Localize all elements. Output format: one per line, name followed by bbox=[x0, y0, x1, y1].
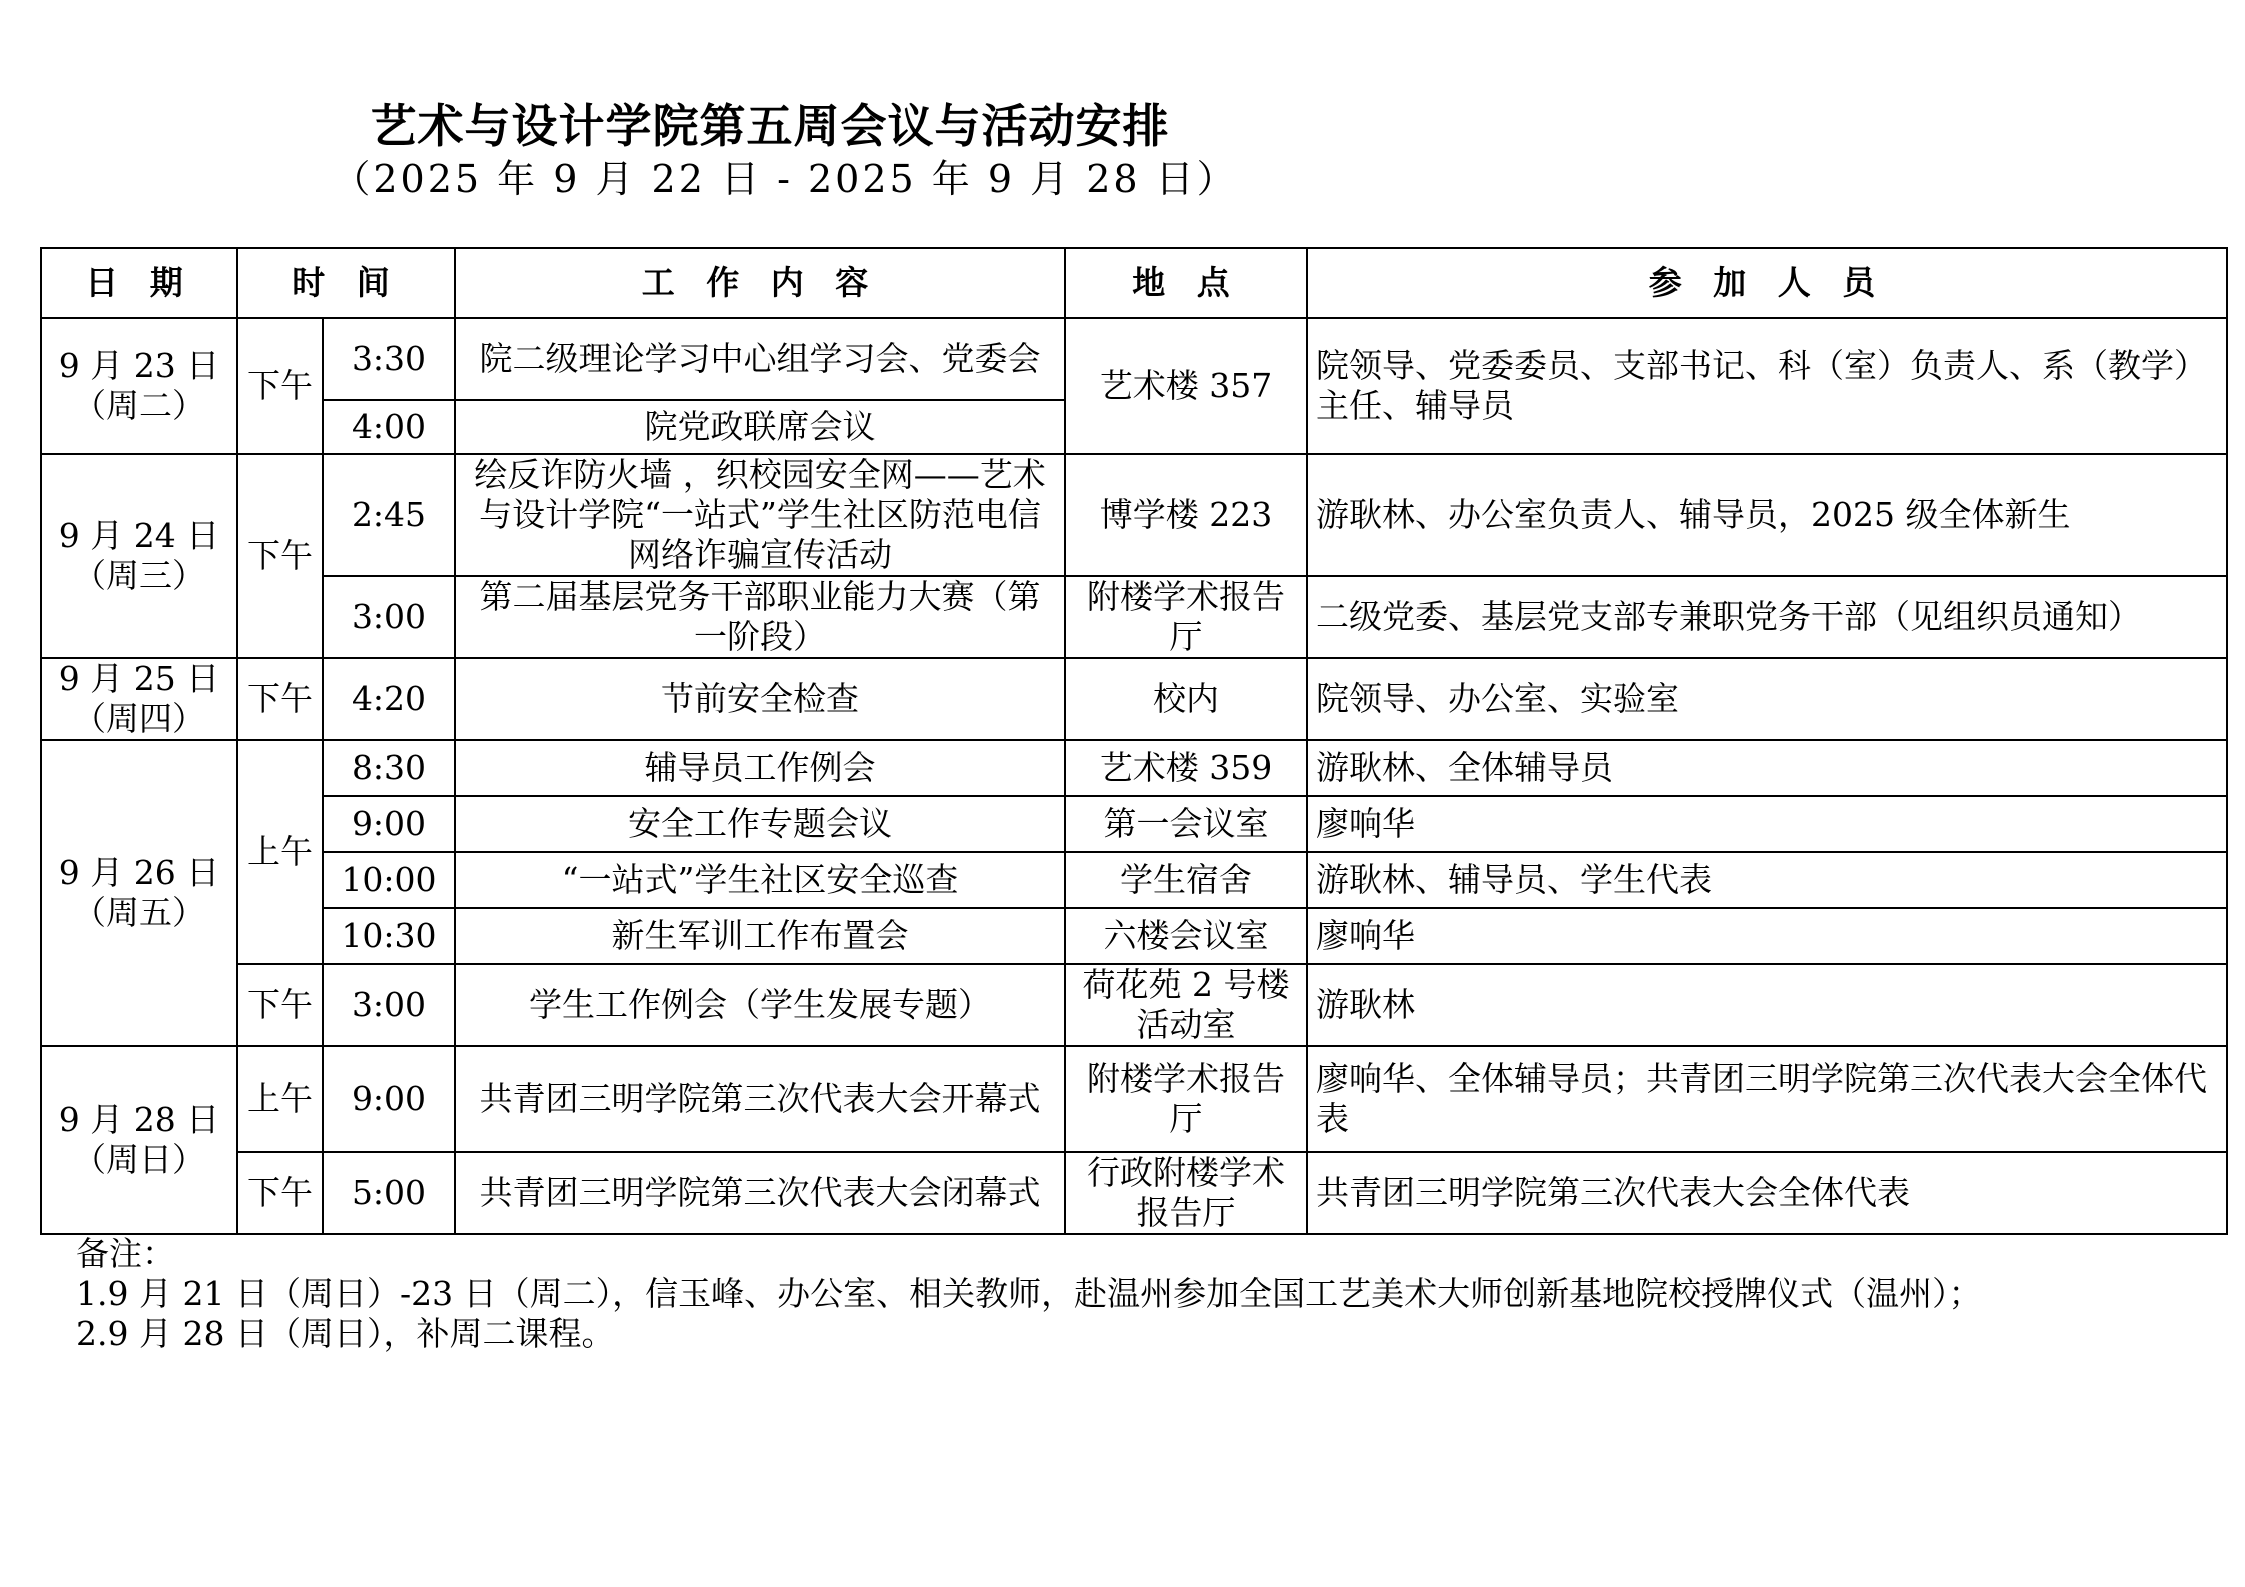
header-date: 日 期 bbox=[41, 248, 237, 318]
content-cell: 安全工作专题会议 bbox=[455, 796, 1065, 852]
location-cell: 附楼学术报告厅 bbox=[1065, 576, 1307, 658]
time-cell: 4:20 bbox=[323, 658, 455, 740]
period-cell: 上午 bbox=[237, 1046, 323, 1152]
header-location: 地 点 bbox=[1065, 248, 1307, 318]
period-cell: 上午 bbox=[237, 740, 323, 964]
table-row bbox=[41, 1152, 2227, 1234]
location-cell: 艺术楼 359 bbox=[1065, 740, 1307, 796]
date-cell: 9 月 24 日（周三） bbox=[41, 454, 237, 658]
table-row bbox=[41, 454, 2227, 576]
period-cell: 下午 bbox=[237, 318, 323, 454]
participants-cell: 游耿林、辅导员、学生代表 bbox=[1307, 852, 2227, 908]
schedule-table bbox=[40, 247, 2228, 1235]
time-cell: 3:00 bbox=[323, 576, 455, 658]
table-row bbox=[41, 852, 2227, 908]
participants-cell: 游耿林 bbox=[1307, 964, 2227, 1046]
location-cell: 学生宿舍 bbox=[1065, 852, 1307, 908]
time-cell: 8:30 bbox=[323, 740, 455, 796]
notes-label: 备注： bbox=[76, 1234, 175, 1273]
location-cell: 行政附楼学术报告厅 bbox=[1065, 1152, 1307, 1234]
time-cell: 10:30 bbox=[323, 908, 455, 964]
location-cell: 荷花苑 2 号楼活动室 bbox=[1065, 964, 1307, 1046]
participants-cell: 廖响华 bbox=[1307, 796, 2227, 852]
table-row bbox=[41, 1046, 2227, 1152]
time-cell: 10:00 bbox=[323, 852, 455, 908]
note-item: 1.9 月 21 日（周日）-23 日（周二），信玉峰、办公室、相关教师，赴温州参加全国工艺美术大师创新基地院校授牌仪式（温州）； bbox=[76, 1274, 1982, 1313]
page-subtitle: （2025 年 9 月 22 日 - 2025 年 9 月 28 日） bbox=[332, 157, 1238, 201]
date-cell: 9 月 23 日（周二） bbox=[41, 318, 237, 454]
time-cell: 5:00 bbox=[323, 1152, 455, 1234]
content-cell: 第二届基层党务干部职业能力大赛（第一阶段） bbox=[455, 576, 1065, 658]
date-cell: 9 月 28 日（周日） bbox=[41, 1046, 237, 1234]
header-time: 时 间 bbox=[237, 248, 455, 318]
table-header-row bbox=[41, 248, 2227, 318]
time-cell: 9:00 bbox=[323, 796, 455, 852]
content-cell: 共青团三明学院第三次代表大会闭幕式 bbox=[455, 1152, 1065, 1234]
participants-cell: 游耿林、全体辅导员 bbox=[1307, 740, 2227, 796]
header-participants: 参 加 人 员 bbox=[1307, 248, 2227, 318]
participants-cell: 廖响华、全体辅导员；共青团三明学院第三次代表大会全体代表 bbox=[1307, 1046, 2227, 1152]
content-cell: 辅导员工作例会 bbox=[455, 740, 1065, 796]
content-cell: 学生工作例会（学生发展专题） bbox=[455, 964, 1065, 1046]
content-cell: 新生军训工作布置会 bbox=[455, 908, 1065, 964]
location-cell: 艺术楼 357 bbox=[1065, 318, 1307, 454]
participants-cell: 游耿林、办公室负责人、辅导员，2025 级全体新生 bbox=[1307, 454, 2227, 576]
participants-cell: 院领导、党委委员、支部书记、科（室）负责人、系（教学）主任、辅导员 bbox=[1307, 318, 2227, 454]
table-row bbox=[41, 908, 2227, 964]
location-cell: 校内 bbox=[1065, 658, 1307, 740]
note-item: 2.9 月 28 日（周日），补周二课程。 bbox=[76, 1314, 615, 1353]
content-cell: 绘反诈防火墙 ，织校园安全网——艺术与设计学院“一站式”学生社区防范电信网络诈骗宣传活动 bbox=[455, 454, 1065, 576]
table-row bbox=[41, 576, 2227, 658]
content-cell: 节前安全检查 bbox=[455, 658, 1065, 740]
participants-cell: 院领导、办公室、实验室 bbox=[1307, 658, 2227, 740]
content-cell: 院党政联席会议 bbox=[455, 400, 1065, 454]
time-cell: 2:45 bbox=[323, 454, 455, 576]
table-row bbox=[41, 964, 2227, 1046]
notes-section bbox=[76, 1234, 1982, 1354]
table-row bbox=[41, 658, 2227, 740]
header-content: 工 作 内 容 bbox=[455, 248, 1065, 318]
time-cell: 3:00 bbox=[323, 964, 455, 1046]
period-cell: 下午 bbox=[237, 658, 323, 740]
date-cell: 9 月 25 日（周四） bbox=[41, 658, 237, 740]
location-cell: 第一会议室 bbox=[1065, 796, 1307, 852]
location-cell: 博学楼 223 bbox=[1065, 454, 1307, 576]
table-row bbox=[41, 740, 2227, 796]
period-cell: 下午 bbox=[237, 1152, 323, 1234]
time-cell: 9:00 bbox=[323, 1046, 455, 1152]
participants-cell: 共青团三明学院第三次代表大会全体代表 bbox=[1307, 1152, 2227, 1234]
page-title: 艺术与设计学院第五周会议与活动安排 bbox=[370, 99, 1170, 153]
participants-cell: 廖响华 bbox=[1307, 908, 2227, 964]
table-row bbox=[41, 318, 2227, 400]
location-cell: 六楼会议室 bbox=[1065, 908, 1307, 964]
period-cell: 下午 bbox=[237, 964, 323, 1046]
participants-cell: 二级党委、基层党支部专兼职党务干部（见组织员通知） bbox=[1307, 576, 2227, 658]
location-cell: 附楼学术报告厅 bbox=[1065, 1046, 1307, 1152]
content-cell: 共青团三明学院第三次代表大会开幕式 bbox=[455, 1046, 1065, 1152]
date-cell: 9 月 26 日（周五） bbox=[41, 740, 237, 1046]
content-cell: “一站式”学生社区安全巡查 bbox=[455, 852, 1065, 908]
time-cell: 3:30 bbox=[323, 318, 455, 400]
period-cell: 下午 bbox=[237, 454, 323, 658]
content-cell: 院二级理论学习中心组学习会、党委会 bbox=[455, 318, 1065, 400]
time-cell: 4:00 bbox=[323, 400, 455, 454]
table-row bbox=[41, 796, 2227, 852]
